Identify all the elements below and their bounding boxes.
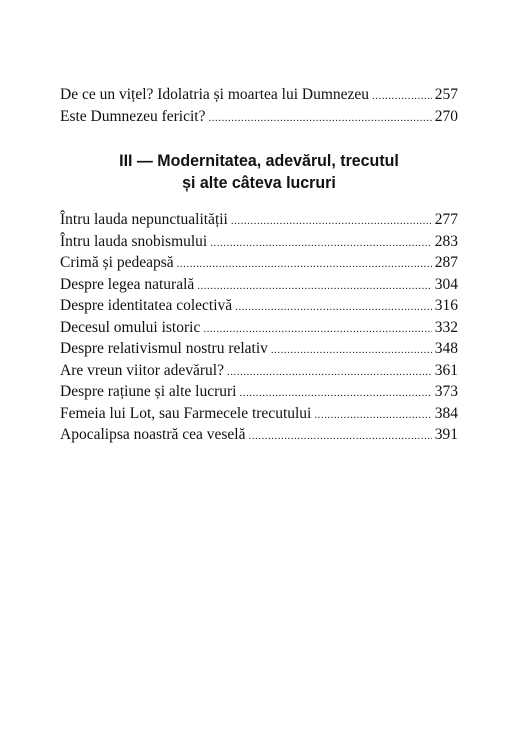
toc-entry (60, 295, 458, 317)
toc-entry-page: 283 (434, 232, 458, 250)
toc-entry-page: 348 (434, 340, 458, 357)
toc-entry-page: 304 (434, 275, 458, 293)
toc-entry (60, 424, 458, 446)
toc-entry (60, 84, 458, 106)
toc-entry (60, 274, 458, 296)
toc-entry-title: De ce un vițel? Idolatria și moartea lui Dumnezeu (60, 86, 370, 103)
dot-leader (231, 211, 432, 233)
section-heading (72, 150, 446, 194)
toc-entry-title: Este Dumnezeu fericit? (60, 107, 206, 125)
dot-leader (248, 426, 431, 448)
dot-leader (203, 319, 431, 341)
toc-entry (60, 317, 458, 339)
toc-entry-title: Are vreun viitor adevărul? (60, 361, 224, 379)
toc-entry (60, 403, 458, 425)
toc-list-section-iii (60, 209, 458, 446)
toc-entry-page: 373 (434, 383, 458, 400)
toc-entry-title: Despre rațiune și alte lucruri (60, 383, 237, 400)
toc-entry-title: Decesul omului istoric (60, 318, 201, 336)
dot-leader (227, 362, 432, 384)
toc-entry-title: Întru lauda nepunctualității (60, 211, 228, 228)
toc-entry-page: 332 (434, 318, 458, 336)
toc-entry (60, 209, 458, 231)
dot-leader (210, 233, 432, 255)
dot-leader (197, 276, 431, 298)
toc-entry-page: 361 (434, 361, 458, 379)
toc-entry (60, 231, 458, 253)
toc-entry-page: 287 (434, 254, 458, 271)
dot-leader (239, 383, 431, 405)
dot-leader (208, 108, 431, 130)
dot-leader (271, 340, 432, 362)
toc-entry (60, 252, 458, 274)
toc-entry-page: 257 (434, 86, 458, 103)
toc-entry-title: Despre legea naturală (60, 275, 195, 293)
toc-entry-title: Despre identitatea colectivă (60, 297, 233, 314)
toc-entry (60, 360, 458, 382)
toc-entry-title: Întru lauda snobismului (60, 232, 208, 250)
dot-leader (235, 297, 432, 319)
toc-entry-page: 277 (434, 211, 458, 228)
toc-list-previous-section (60, 84, 458, 127)
dot-leader (372, 86, 432, 108)
toc-entry (60, 106, 458, 128)
toc-entry-page: 384 (434, 404, 458, 422)
toc-entry (60, 381, 458, 403)
toc-entry-page: 270 (434, 107, 458, 125)
toc-entry-title: Apocalipsa noastră cea veselă (60, 426, 246, 443)
section-heading-line-1: III — Modernitatea, adevărul, trecutul (119, 151, 399, 170)
toc-entry-title: Femeia lui Lot, sau Farmecele trecutului (60, 404, 312, 422)
toc-entry-page: 391 (434, 426, 458, 443)
toc-entry-title: Despre relativismul nostru relativ (60, 340, 268, 357)
dot-leader (177, 254, 432, 276)
toc-entry-page: 316 (434, 297, 458, 314)
toc-entry (60, 338, 458, 360)
toc-entry-title: Crimă și pedeapsă (60, 254, 174, 271)
dot-leader (314, 405, 431, 427)
section-heading-line-2: și alte câteva lucruri (182, 173, 336, 192)
